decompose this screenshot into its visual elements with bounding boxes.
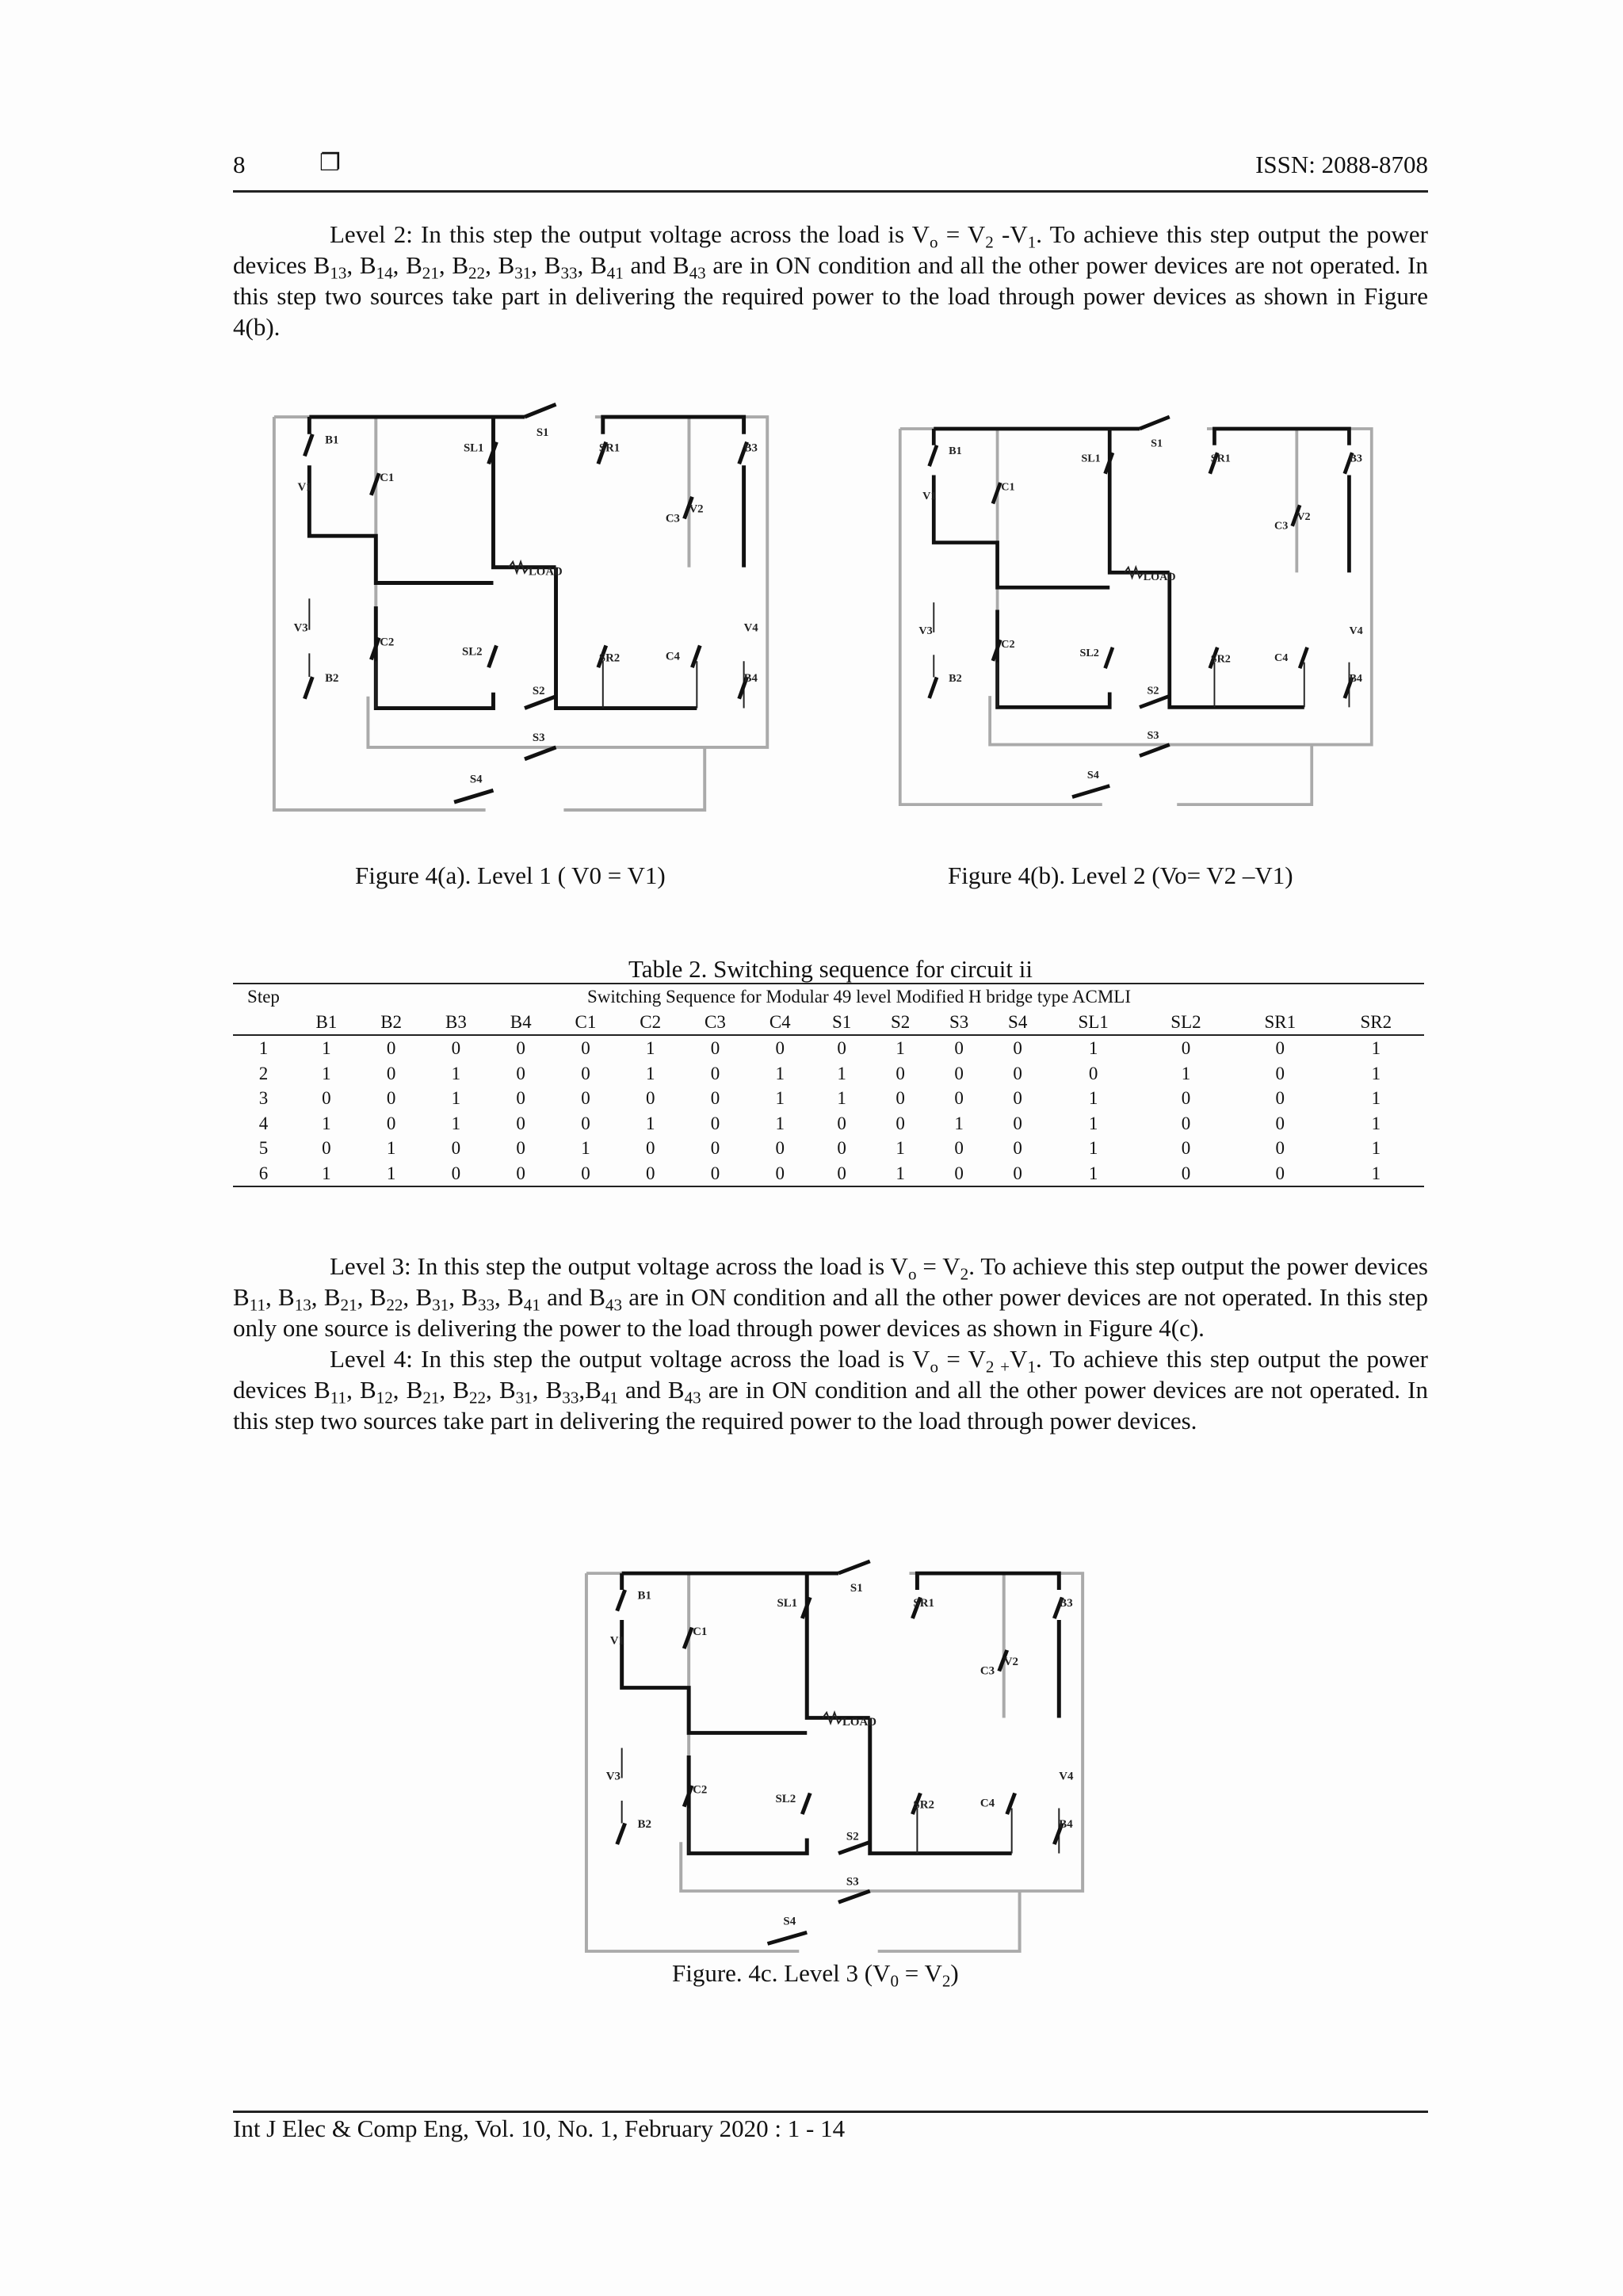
table-cell: 0: [710, 1088, 720, 1108]
subscript: 11: [249, 1295, 265, 1315]
column-header: B1: [294, 1010, 359, 1036]
switch: [617, 1824, 625, 1845]
circuit-label: SL2: [461, 645, 483, 659]
switch: [838, 1891, 870, 1902]
empty-header-cell: [233, 1010, 294, 1036]
column-header: B4: [488, 1010, 553, 1036]
subscript: 33: [562, 1388, 579, 1408]
table-cell: 1: [322, 1113, 331, 1133]
wire: [900, 429, 1312, 804]
circuit-label: C2: [1001, 637, 1015, 651]
circuit-label: V3: [293, 621, 308, 635]
circuit-label: LOAD: [842, 1716, 877, 1729]
circuit-label: S3: [846, 1875, 859, 1889]
table-cell: 1: [837, 1088, 846, 1108]
table-cell: 1: [322, 1063, 331, 1083]
circuit-label: S3: [1147, 729, 1159, 742]
table-cell: 0: [1275, 1088, 1285, 1108]
circuit-label: B1: [949, 445, 962, 458]
column-header: B3: [424, 1010, 489, 1036]
table-cell: 0: [710, 1138, 720, 1158]
circuit-label: C3: [980, 1664, 995, 1678]
wire: [586, 1573, 1020, 1951]
switch: [304, 434, 312, 457]
table-cell: 0: [812, 1161, 871, 1187]
conduction-path: [934, 429, 1304, 707]
circuit-label: S3: [532, 732, 545, 745]
table-cell: 0: [1013, 1063, 1022, 1083]
box-icon: ❐: [319, 149, 341, 177]
switch: [454, 790, 493, 802]
subscript: 2: [985, 232, 994, 252]
circuit-label: SR1: [913, 1597, 934, 1610]
circuit-label: V4: [1349, 624, 1363, 637]
circuit-label: V3: [918, 624, 933, 637]
circuit-label: V2: [689, 502, 704, 516]
circuit-label: C1: [380, 472, 395, 485]
table-cell: 0: [1140, 1161, 1232, 1187]
subscript: 1: [1027, 1357, 1036, 1377]
footer-rule: [233, 2111, 1428, 2113]
table-row: [233, 1035, 1424, 1061]
paragraph-level2: [233, 219, 1428, 342]
table-cell: 0: [896, 1113, 905, 1133]
circuit-label: B1: [637, 1589, 651, 1603]
table-cell: 0: [516, 1138, 525, 1158]
table-cell: 0: [386, 1113, 396, 1133]
subscript: 41: [523, 1295, 540, 1315]
circuit-label: B1: [325, 434, 339, 447]
table-cell: 0: [1181, 1138, 1191, 1158]
circuit-diagram-4a: [266, 403, 783, 826]
table-cell: 0: [1232, 1161, 1328, 1187]
switch: [489, 646, 497, 668]
circuit-label: SR2: [598, 651, 621, 665]
figure-4c-circuit: [579, 1560, 1098, 1928]
circuit-label: SR2: [1210, 652, 1231, 666]
circuit-label: S4: [1086, 769, 1099, 782]
switch: [1300, 648, 1307, 668]
circuit-label: C4: [1274, 651, 1289, 664]
table-cell: 0: [581, 1088, 590, 1108]
table-cell: 0: [516, 1088, 525, 1108]
table-cell: 0: [775, 1038, 785, 1058]
circuit-label: S4: [783, 1916, 796, 1928]
circuit-label: S1: [536, 426, 549, 439]
subscript: 12: [376, 1388, 393, 1408]
table-cell: 1: [451, 1063, 461, 1083]
circuit-label: SR2: [913, 1798, 934, 1812]
table-cell: 1: [896, 1138, 905, 1158]
circuit-label: SL2: [1079, 647, 1099, 660]
column-header: S2: [871, 1010, 930, 1036]
table-cell: 0: [1013, 1113, 1022, 1133]
table-cell: 0: [1181, 1088, 1191, 1108]
table-cell: 0: [710, 1038, 720, 1058]
group-header: Switching Sequence for Modular 49 level Modified H bridge type ACMLI: [294, 984, 1424, 1010]
table-cell: 1: [451, 1113, 461, 1133]
table-cell: 1: [645, 1063, 655, 1083]
table-cell: 1: [1371, 1138, 1381, 1158]
table-title: Table 2. Switching sequence for circuit ii: [628, 955, 1033, 983]
table-cell: 0: [683, 1161, 748, 1187]
switch: [1007, 1794, 1015, 1815]
subscript: 22: [386, 1295, 403, 1315]
table-cell: 1: [1371, 1088, 1381, 1108]
subscript: 33: [560, 263, 578, 283]
table-cell: 1: [1088, 1088, 1098, 1108]
table-cell: 6: [233, 1161, 294, 1187]
table-cell: 0: [747, 1161, 812, 1187]
table-cell: 1: [896, 1038, 905, 1058]
table-cell: 0: [930, 1161, 988, 1187]
table-cell: 0: [645, 1088, 655, 1108]
table-cell: 1: [837, 1063, 846, 1083]
table-cell: 0: [1275, 1038, 1285, 1058]
paragraph-level4: Level 4: In this step the output voltage across the load is $V_o = V_{2 +}V_1$. To achieve this step output the power devices $B_{11}$, $B_{12}$, $B_{21}$, $B_{22}$, $B_{31}$, $B_{33},B_{41}$ and $B_{43}$ are in ON condition and all the other power devices are not operated. In this step two sources take part in delivering the required power to the load through power devices.: [233, 1345, 1429, 1435]
table-cell: 1: [322, 1038, 331, 1058]
table-cell: 0: [1181, 1113, 1191, 1133]
paragraph-text: Level 2: In this step the output voltage across the load is $V_o = V_2$ $-V_1$. To achieve this step output the power devices $B_{13}$, $B_{14}$, $B_{21}$, $B_{22}$, $B_{31}$, $B_{33}$, $B_{41}$ and $B_{43}$ are in ON condition and all the other power devices are not operated. In this step two sources take part in delivering the required power to the load through power devices as shown in Figure 4(b).: [233, 220, 1428, 341]
table-cell: 0: [618, 1161, 683, 1187]
circuit-label: B3: [1349, 452, 1362, 465]
wire: [376, 417, 689, 697]
switch: [1140, 417, 1170, 429]
figure-4a-circuit: [266, 403, 783, 826]
subscript: 41: [606, 263, 624, 283]
table-cell: 0: [451, 1038, 461, 1058]
conduction-path: [309, 417, 697, 708]
table-cell: 0: [954, 1138, 964, 1158]
table-cell: 0: [386, 1088, 396, 1108]
circuit-label: S2: [532, 684, 545, 697]
table-cell: 1: [645, 1038, 655, 1058]
subscript: 21: [340, 1295, 357, 1315]
switch: [802, 1794, 810, 1815]
circuit-label: B2: [637, 1818, 651, 1832]
table-cell: 1: [1371, 1038, 1381, 1058]
table-cell: 0: [386, 1063, 396, 1083]
switch: [1072, 786, 1109, 797]
subscript: 11: [330, 1388, 347, 1408]
table-cell: 2: [258, 1063, 269, 1083]
subscript: 2 +: [985, 1357, 1010, 1377]
table-cell: 0: [645, 1138, 655, 1158]
table-cell: 0: [451, 1138, 461, 1158]
paragraph-level3: Level 3: In this step the output voltage across the load is $V_o = V_2$. To achieve this step output the power devices $B_{11}$, $B_{13}$, $B_{21}$, $B_{22}$, $B_{31}$, $B_{33}$, $B_{41}$ and $B_{43}$ are in ON condition and all the other power devices are not operated. In this step only one source is delivering the power to the load through power devices as shown in Figure 4(c).: [233, 1252, 1428, 1342]
switch: [838, 1561, 870, 1573]
circuit-label: V4: [743, 621, 758, 635]
table-cell: 0: [896, 1063, 905, 1083]
table-cell: 0: [322, 1138, 331, 1158]
footer-citation: Int J Elec & Comp Eng, Vol. 10, No. 1, February 2020 : 1 - 14: [233, 2115, 846, 2142]
table-cell: 1: [775, 1113, 785, 1133]
table-cell: 0: [988, 1161, 1047, 1187]
subscript: 43: [605, 1295, 622, 1315]
table-cell: 0: [488, 1161, 553, 1187]
wire: [998, 429, 1297, 696]
figure-4b-circuit: [891, 415, 1388, 819]
table-cell: 5: [258, 1138, 269, 1158]
circuit-label: SL1: [1081, 452, 1101, 465]
circuit-label: V3: [605, 1770, 621, 1783]
table-cell: 0: [553, 1161, 618, 1187]
switch: [525, 404, 556, 417]
subscript: 2: [960, 1264, 969, 1284]
subscript: 31: [515, 1388, 533, 1408]
subscript: 43: [689, 263, 706, 283]
table-cell: 0: [581, 1113, 590, 1133]
table-cell: 0: [954, 1063, 964, 1083]
table-cell: 0: [896, 1088, 905, 1108]
circuit-label: C3: [665, 512, 680, 525]
subscript: 31: [432, 1295, 449, 1315]
subscript: 31: [514, 263, 532, 283]
circuit-label: B4: [1349, 672, 1362, 686]
circuit-label: LOAD: [528, 565, 563, 579]
circuit-label: SL2: [775, 1793, 796, 1805]
subscript: 13: [330, 263, 347, 283]
circuit-label: C3: [1274, 519, 1289, 533]
table-cell: 0: [516, 1038, 525, 1058]
column-header: S4: [988, 1010, 1047, 1036]
table-cell: 1: [359, 1161, 424, 1187]
table-cell: 1: [954, 1113, 964, 1133]
switch: [1140, 745, 1170, 756]
table-cell: 1: [386, 1138, 396, 1158]
subscript: 22: [468, 263, 486, 283]
circuit-label: S2: [846, 1830, 859, 1843]
table-cell: 0: [581, 1038, 590, 1058]
switching-table: [233, 983, 1424, 1187]
circuit-label: S1: [850, 1582, 863, 1595]
column-header: C4: [747, 1010, 812, 1036]
circuit-label: C4: [665, 650, 680, 663]
switch: [838, 1842, 870, 1853]
column-header: C3: [683, 1010, 748, 1036]
table-cell: 0: [1275, 1138, 1285, 1158]
table-cell: 0: [837, 1138, 846, 1158]
conduction-path: [622, 1573, 1012, 1853]
subscript: 1: [1027, 232, 1037, 252]
table-cell: 1: [1181, 1063, 1191, 1083]
table-cell: 0: [581, 1063, 590, 1083]
table-cell: 1: [258, 1038, 269, 1058]
table-cell: 0: [837, 1038, 846, 1058]
circuit-label: S1: [1151, 437, 1163, 450]
switch: [304, 677, 312, 699]
table-cell: 0: [1275, 1113, 1285, 1133]
table-cell: 0: [837, 1113, 846, 1133]
table-cell: 1: [294, 1161, 359, 1187]
switch: [525, 747, 556, 759]
table-cell: 0: [1013, 1038, 1022, 1058]
column-header: S3: [930, 1010, 988, 1036]
circuit-diagram-4b: [891, 415, 1388, 819]
switch: [525, 697, 556, 709]
table-cell: 1: [871, 1161, 930, 1187]
table-cell: 0: [710, 1063, 720, 1083]
switch: [1140, 696, 1170, 707]
table-cell: 0: [954, 1038, 964, 1058]
circuit-label: V2: [1003, 1656, 1018, 1668]
circuit-label: V1: [922, 489, 937, 502]
table-column-header-row: [233, 1010, 1424, 1036]
table-cell: 1: [775, 1063, 785, 1083]
table-cell: 1: [1088, 1038, 1098, 1058]
switch: [617, 1590, 625, 1611]
table-cell: 0: [516, 1063, 525, 1083]
subscript: 0: [890, 1971, 899, 1991]
subscript: 33: [477, 1295, 495, 1315]
column-header: C2: [618, 1010, 683, 1036]
column-header: SR1: [1232, 1010, 1328, 1036]
header-rule: [233, 190, 1428, 193]
table-group-header-row: [233, 984, 1424, 1010]
table-cell: 4: [258, 1113, 269, 1133]
circuit-label: B2: [949, 672, 962, 686]
circuit-label: B4: [1059, 1818, 1073, 1832]
subscript: o: [907, 1264, 917, 1284]
figure-4b-caption: Figure 4(b). Level 2 (Vo= V2 –V1): [948, 861, 1293, 889]
subscript: 13: [294, 1295, 311, 1315]
wire: [274, 417, 705, 810]
circuit-label: LOAD: [1143, 570, 1176, 583]
wire: [586, 1573, 1083, 1891]
table-cell: 0: [1013, 1088, 1022, 1108]
column-header: B2: [359, 1010, 424, 1036]
subscript: 41: [601, 1388, 618, 1408]
circuit-label: B2: [325, 671, 339, 685]
switch: [1106, 648, 1113, 668]
circuit-label: C1: [693, 1626, 708, 1638]
table-cell: 1: [645, 1113, 655, 1133]
switch: [930, 678, 937, 698]
table-cell: 0: [1088, 1063, 1098, 1083]
table-cell: 1: [581, 1138, 590, 1158]
table-cell: 1: [1047, 1161, 1140, 1187]
table-row: [233, 1111, 1424, 1137]
issn: ISSN: 2088-8708: [1255, 151, 1428, 178]
wire: [274, 417, 767, 747]
wire: [900, 429, 1372, 745]
switch: [768, 1932, 808, 1943]
circuit-label: C2: [380, 636, 395, 649]
subscript: o: [930, 1357, 939, 1377]
paragraph-level3-4: [233, 1251, 1428, 1436]
column-header: C1: [553, 1010, 618, 1036]
subscript: 43: [684, 1388, 701, 1408]
table-cell: 1: [451, 1088, 461, 1108]
table-row: [233, 1061, 1424, 1087]
table-cell: 1: [1088, 1113, 1098, 1133]
circuit-label: S4: [469, 773, 483, 786]
table-cell: 0: [386, 1038, 396, 1058]
circuit-label: C4: [980, 1797, 995, 1810]
circuit-label: C2: [693, 1783, 708, 1797]
wire: [689, 1573, 1004, 1842]
table-cell: 0: [1181, 1038, 1191, 1058]
subscript: 14: [376, 263, 393, 283]
page-number: 8: [233, 151, 246, 178]
subscript: 2: [941, 1971, 951, 1991]
circuit-label: SL1: [463, 441, 484, 455]
circuit-label: V1: [609, 1634, 624, 1648]
table-cell: 0: [954, 1088, 964, 1108]
circuit-label: B3: [743, 441, 758, 455]
column-header: SL2: [1140, 1010, 1232, 1036]
circuit-label: V2: [1296, 510, 1311, 524]
table-cell: 0: [1013, 1138, 1022, 1158]
table-cell: 0: [710, 1113, 720, 1133]
table-cell: 0: [516, 1113, 525, 1133]
circuit-label: B4: [743, 671, 758, 685]
circuit-label: C1: [1001, 480, 1015, 494]
circuit-label: SR1: [1210, 452, 1231, 465]
table-cell: 1: [1371, 1063, 1381, 1083]
subscript: o: [930, 232, 938, 252]
circuit-label: SL1: [777, 1597, 798, 1610]
table-cell: 0: [775, 1138, 785, 1158]
table-row: [233, 1086, 1424, 1111]
table-row: [233, 1161, 1424, 1187]
circuit-label: SR1: [598, 441, 621, 455]
circuit-label: V4: [1059, 1770, 1074, 1783]
figure-4c-caption: Figure. 4c. Level 3 $(V_0 = V_2)$: [672, 1959, 959, 1991]
table-cell: 1: [1371, 1113, 1381, 1133]
circuit-label: B3: [1059, 1597, 1073, 1610]
subscript: 21: [422, 263, 439, 283]
table-cell: 1: [1328, 1161, 1424, 1187]
circuit-label: V1: [297, 480, 312, 494]
table-cell: 3: [258, 1088, 269, 1108]
column-header: S1: [812, 1010, 871, 1036]
step-header: Step: [233, 984, 294, 1010]
table-cell: 1: [1088, 1138, 1098, 1158]
figure-4a-caption: Figure 4(a). Level 1 ( V0 = V1): [355, 861, 666, 889]
table-cell: 0: [322, 1088, 331, 1108]
table-cell: 0: [424, 1161, 489, 1187]
column-header: SR2: [1328, 1010, 1424, 1036]
table-cell: 1: [775, 1088, 785, 1108]
circuit-label: S2: [1147, 684, 1159, 697]
circuit-diagram-4c: [579, 1560, 1098, 1928]
table-row: [233, 1136, 1424, 1161]
subscript: 21: [422, 1388, 440, 1408]
table-cell: 0: [1275, 1063, 1285, 1083]
subscript: 22: [468, 1388, 487, 1408]
switch: [930, 445, 937, 466]
column-header: SL1: [1047, 1010, 1140, 1036]
